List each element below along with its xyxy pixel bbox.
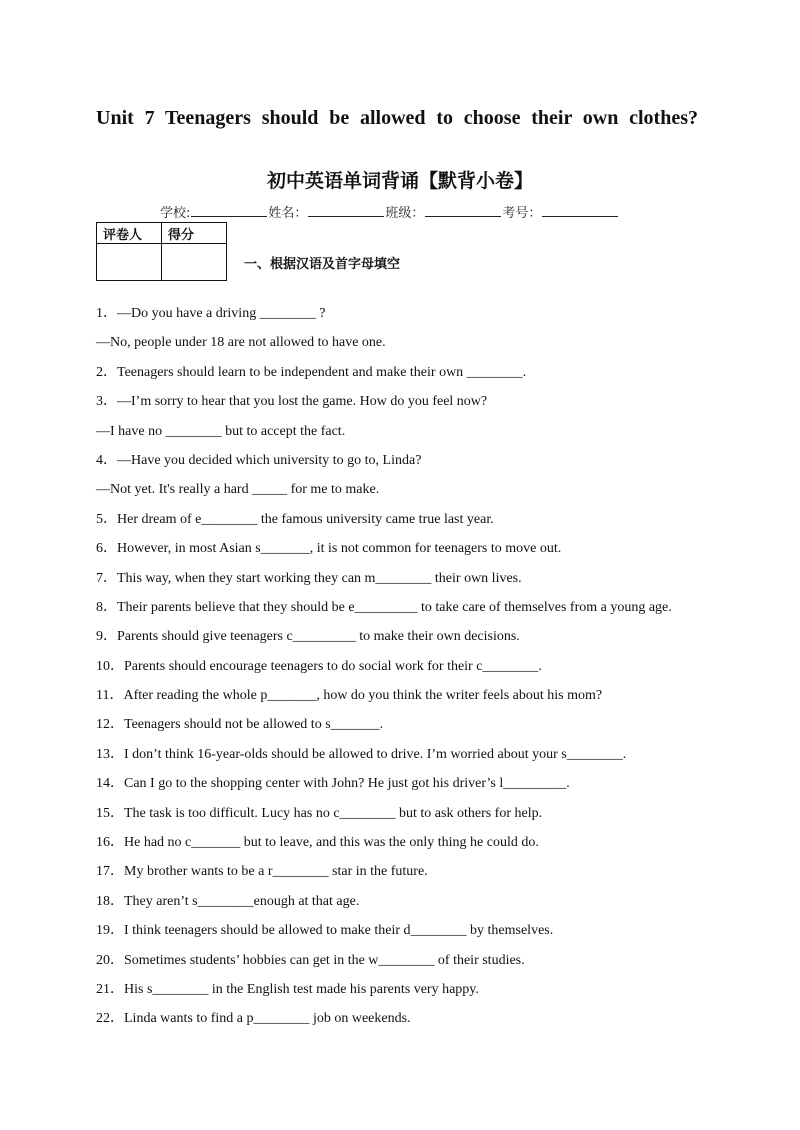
question-line: 15．The task is too difficult. Lucy has no c________ but to ask others for help.	[96, 805, 543, 821]
class-label: 班级：	[385, 206, 425, 221]
question-line: 19．I think teenagers should be allowed to make their d________ by themselves.	[96, 923, 554, 939]
question-line: 14．Can I go to the shopping center with John? He just got his driver’s l_________.	[96, 776, 570, 792]
score-header: 得分	[162, 223, 227, 244]
grader-header: 评卷人	[97, 223, 162, 244]
question-line: 13．I don’t think 16-year-olds should be allowed to drive. I’m worried about your s________.	[96, 746, 627, 762]
name-label: 姓名：	[268, 206, 308, 221]
question-line: 17．My brother wants to be a r________ star in the future.	[96, 864, 428, 880]
section-heading: 一、根据汉语及首字母填空	[244, 257, 401, 272]
question-line: 22．Linda wants to find a p________ job on weekends.	[96, 1011, 411, 1027]
question-line: 6．However, in most Asian s_______, it is not common for teenagers to move out.	[96, 541, 562, 557]
question-line: 18．They aren’t s________enough at that age.	[96, 893, 360, 909]
question-line: 5．Her dream of e________ the famous university came true last year.	[96, 511, 494, 527]
question-line: —Not yet. It's really a hard _____ for me to make.	[96, 482, 380, 498]
question-line: 21．His s________ in the English test made his parents very happy.	[96, 981, 479, 997]
score-table	[96, 222, 227, 281]
student-info-line	[160, 202, 640, 223]
exam-no-label: 考号：	[502, 206, 542, 221]
exam-no-blank	[542, 202, 618, 217]
score-cell	[162, 244, 227, 281]
school-label: 学校:	[160, 206, 191, 221]
question-line: 1．—Do you have a driving ________ ?	[96, 306, 326, 321]
name-blank	[308, 202, 384, 217]
question-list	[96, 303, 696, 1038]
worksheet-subtitle: 初中英语单词背诵【默背小卷】	[266, 170, 533, 192]
question-line: 4．—Have you decided which university to go to, Linda?	[96, 452, 422, 468]
grader-cell	[97, 244, 162, 281]
question-line: 10．Parents should encourage teenagers to do social work for their c________.	[96, 658, 542, 674]
question-line: 2．Teenagers should learn to be independent and make their own ________.	[96, 364, 527, 380]
question-line: 9．Parents should give teenagers c_________ to make their own decisions.	[96, 629, 520, 645]
question-line: 16．He had no c_______ but to leave, and this was the only thing he could do.	[96, 835, 539, 851]
question-line: —I have no ________ but to accept the fact.	[96, 423, 346, 439]
question-line: 20．Sometimes students’ hobbies can get in the w________ of their studies.	[96, 952, 525, 968]
question-line: 12．Teenagers should not be allowed to s_______.	[96, 717, 384, 733]
question-line: 8．Their parents believe that they should be e_________ to take care of themselves from a young age.	[96, 599, 672, 615]
school-blank	[191, 202, 267, 217]
class-blank	[425, 202, 501, 217]
unit-title: Unit 7 Teenagers should be allowed to choose their own clothes?	[96, 107, 698, 129]
question-line: —No, people under 18 are not allowed to have one.	[96, 335, 386, 351]
question-line: 7．This way, when they start working they can m________ their own lives.	[96, 570, 522, 586]
question-line: 3．—I’m sorry to hear that you lost the game. How do you feel now?	[96, 394, 488, 410]
question-line: 11．After reading the whole p_______, how do you think the writer feels about his mom?	[96, 688, 603, 704]
